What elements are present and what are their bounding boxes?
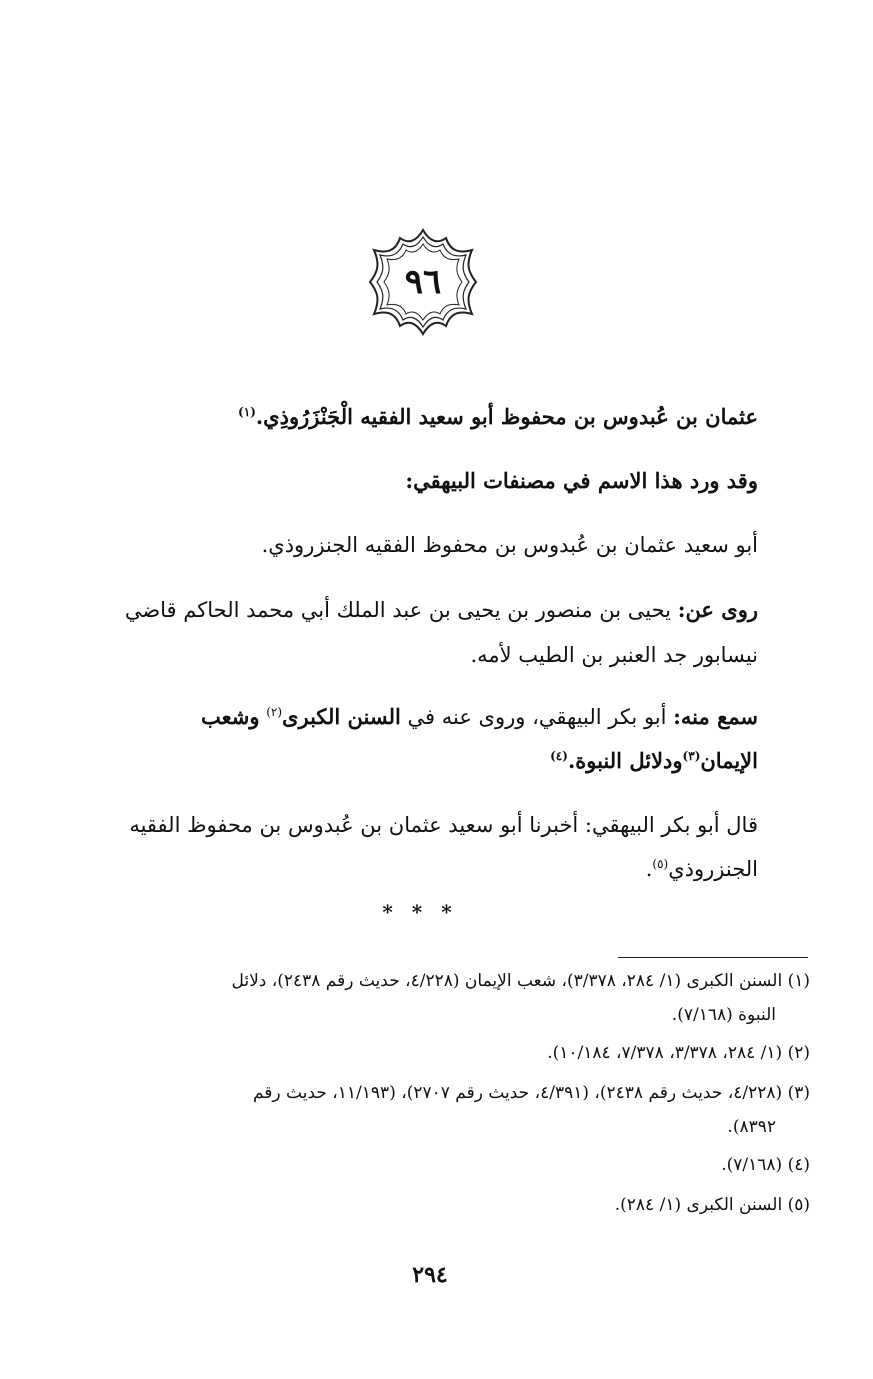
section-separator: * * * xyxy=(382,900,458,924)
footnote-text: (٤/٢٢٨، حديث رقم ٢٤٣٨)، (٤/٣٩١، حديث رقم ٢٧٠٧)، (١١/١٩٣، حديث رقم xyxy=(252,1083,783,1103)
footnote-number: (٣) xyxy=(787,1083,810,1103)
entry-body xyxy=(40,400,758,880)
footnote-3-line-2: ٨٣٩٢). xyxy=(727,1117,776,1137)
quote-name: الجنزروذي xyxy=(668,857,758,881)
heard-from-line-2 xyxy=(40,744,758,778)
quote-line-1: قال أبو بكر البيهقي: أخبرنا أبو سعيد عثمان بن عُبدوس بن محفوظ الفقيه xyxy=(129,813,758,837)
book-sunan-kubra: السنن الكبرى xyxy=(282,704,401,729)
footnote-1-line-2: النبوة (٧/١٦٨). xyxy=(671,1005,776,1025)
heard-from-text: أبو بكر البيهقي، وروى عنه في xyxy=(407,705,667,729)
footnotes xyxy=(40,968,810,1228)
footnote-5 xyxy=(40,1192,810,1218)
entry-number: ٩٦ xyxy=(404,262,442,302)
heard-from-label: سمع منه: xyxy=(673,704,758,729)
footnote-text: (١/ ٢٨٤، ٣/٣٧٨، ٧/٣٧٨، ١٠/١٨٤). xyxy=(547,1043,783,1063)
footnote-number: (٥) xyxy=(787,1195,810,1215)
entry-title: عثمان بن عُبدوس بن محفوظ أبو سعيد الفقيه الْجَنْزَرُوذِي. xyxy=(255,404,758,429)
footnote-divider xyxy=(618,957,808,958)
quote-line-2 xyxy=(40,852,758,886)
footnote-text: (٧/١٦٨). xyxy=(721,1155,783,1175)
footnote-number: (٤) xyxy=(787,1155,810,1175)
footnote-ref: (٥) xyxy=(652,857,669,871)
narrated-from-text: يحيى بن منصور بن يحيى بن عبد الملك أبي محمد الحاكم قاضي xyxy=(124,598,671,622)
narrated-from-line-1 xyxy=(40,593,758,627)
book-dalail: ودلائل النبوة. xyxy=(567,748,683,773)
variant-heading: وقد ورد هذا الاسم في مصنفات البيهقي: xyxy=(405,468,758,493)
footnote-number: (١) xyxy=(787,971,810,991)
variant-name: أبو سعيد عثمان بن عُبدوس بن محفوظ الفقيه الجنزروذي. xyxy=(261,533,758,557)
narrated-from-line-2: نيسابور جد العنبر بن الطيب لأمه. xyxy=(470,643,758,667)
narrated-from-label: روى عن: xyxy=(677,597,758,622)
footnote-3-line-1 xyxy=(40,1080,810,1106)
footnote-text: السنن الكبرى (١/ ٢٨٤). xyxy=(614,1195,783,1215)
quote-end: . xyxy=(645,857,653,881)
book-iman: الإيمان xyxy=(700,748,758,773)
footnote-1-line-1 xyxy=(40,968,810,994)
book-shuab: وشعب xyxy=(201,704,260,729)
footnote-2 xyxy=(40,1040,810,1066)
footnote-number: (٢) xyxy=(787,1043,810,1063)
footnote-text: السنن الكبرى (١/ ٢٨٤، ٣/٣٧٨)، شعب الإيمان (٤/٢٢٨، حديث رقم ٢٤٣٨)، دلائل xyxy=(231,971,783,991)
footnote-4 xyxy=(40,1152,810,1178)
page-number: ٢٩٤ xyxy=(412,1262,448,1288)
footnote-ref: (١) xyxy=(238,405,256,419)
heard-from-line-1 xyxy=(40,700,758,734)
footnote-ref: (٣) xyxy=(682,749,701,763)
footnote-ref: (٤) xyxy=(550,749,568,763)
entry-title-line xyxy=(40,400,758,434)
entry-number-emblem xyxy=(368,226,478,338)
footnote-ref: (٢) xyxy=(266,705,283,719)
